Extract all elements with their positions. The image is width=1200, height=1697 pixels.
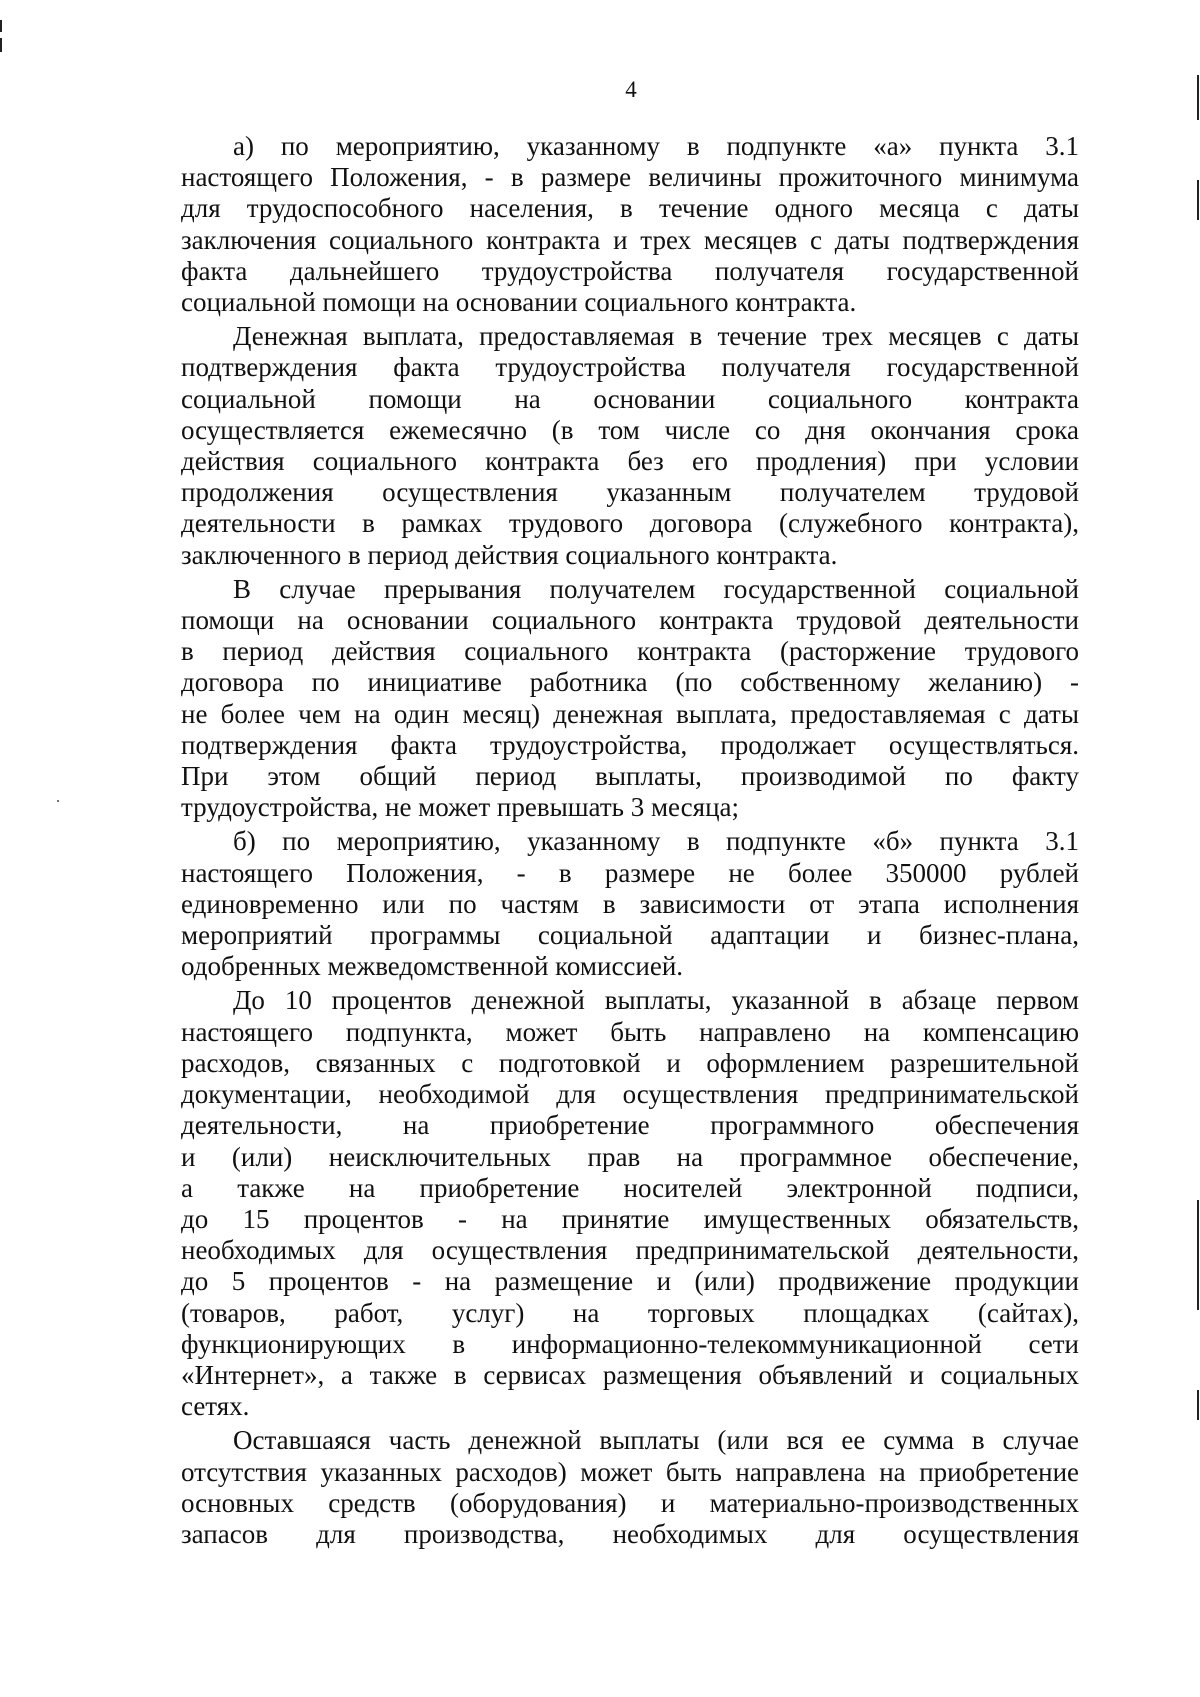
text-line: а) по мероприятию, указанному в подпункте «а» пункта 3.1 (233, 131, 1079, 161)
text-line: До 10 процентов денежной выплаты, указанной в абзаце первом (233, 985, 1079, 1016)
paragraph (181, 985, 1079, 1422)
text-line: настоящего Положения, - в размере не более 350000 рублей (181, 857, 1079, 888)
text-line: сетях. (181, 1391, 250, 1422)
paragraph (181, 826, 1079, 982)
text-line: (товаров, работ, услуг) на торговых площадках (сайтах), (181, 1297, 1079, 1328)
text-line: основных средств (оборудования) и материально-производственных (181, 1487, 1079, 1518)
text-line: подтверждения факта трудоустройства, продолжает осуществляться. (181, 729, 1079, 760)
text-line: социальной помощи на основании социального контракта (181, 383, 1079, 414)
text-line: заключения социального контракта и трех месяцев с даты подтверждения (181, 224, 1079, 255)
scan-edge-mark-right-2 (1197, 180, 1199, 220)
page-number: 4 (625, 77, 637, 102)
text-line: Денежная выплата, предоставляемая в течение трех месяцев с даты (233, 321, 1079, 352)
text-line: до 15 процентов - на принятие имущественных обязательств, (181, 1203, 1079, 1234)
scan-edge-mark-right-4 (1197, 1390, 1199, 1420)
paragraph (181, 131, 1079, 318)
scan-edge-mark-left-1 (0, 20, 2, 32)
text-line: функционирующих в информационно-телекоммуникационной сети (181, 1328, 1079, 1359)
text-line: для трудоспособного населения, в течение одного месяца с даты (181, 193, 1079, 224)
text-line: б) по мероприятию, указанному в подпункте «б» пункта 3.1 (233, 826, 1079, 857)
text-line: единовременно или по частям в зависимости от этапа исполнения (181, 888, 1079, 919)
text-line: договора по инициативе работника (по собственному желанию) - (181, 667, 1079, 698)
text-line: продолжения осуществления указанным получателем трудовой (181, 477, 1079, 508)
text-line: трудоустройства, не может превышать 3 месяца; (181, 792, 740, 823)
paragraph (181, 1425, 1079, 1550)
document-body (181, 131, 1079, 1553)
text-line: отсутствия указанных расходов) может быть направлена на приобретение (181, 1456, 1079, 1487)
text-line: в период действия социального контракта (расторжение трудового (181, 636, 1079, 667)
text-line: настоящего Положения, - в размере величины прожиточного минимума (181, 162, 1079, 193)
text-line: мероприятий программы социальной адаптации и бизнес-плана, (181, 920, 1079, 951)
text-line: настоящего подпункта, может быть направлено на компенсацию (181, 1016, 1079, 1047)
text-line: заключенного в период действия социального контракта. (181, 539, 838, 570)
text-line: «Интернет», а также в сервисах размещения объявлений и социальных (181, 1359, 1079, 1390)
text-line: При этом общий период выплаты, производимой по факту (181, 761, 1079, 792)
text-line: Оставшаяся часть денежной выплаты (или вся ее сумма в случае (233, 1425, 1079, 1456)
scan-edge-mark-right-3 (1197, 1200, 1199, 1310)
text-line: документации, необходимой для осуществления предпринимательской (181, 1079, 1079, 1110)
text-line: подтверждения факта трудоустройства получателя государственной (181, 352, 1079, 383)
text-line: осуществляется ежемесячно (в том числе со дня окончания срока (181, 414, 1079, 445)
paragraph (181, 321, 1079, 571)
text-line: до 5 процентов - на размещение и (или) продвижение продукции (181, 1266, 1079, 1297)
scan-edge-mark-left-2 (0, 38, 2, 52)
text-line: социальной помощи на основании социального контракта. (181, 287, 857, 318)
text-line: расходов, связанных с подготовкой и оформлением разрешительной (181, 1047, 1079, 1078)
scan-speck (57, 800, 59, 802)
text-line: и (или) неисключительных прав на программное обеспечение, (181, 1141, 1079, 1172)
text-line: факта дальнейшего трудоустройства получателя государственной (181, 255, 1079, 286)
paragraph (181, 574, 1079, 824)
text-line: помощи на основании социального контракта трудовой деятельности (181, 605, 1079, 636)
text-line: действия социального контракта без его продления) при условии (181, 446, 1079, 477)
text-line: деятельности в рамках трудового договора (служебного контракта), (181, 508, 1079, 539)
text-line: одобренных межведомственной комиссией. (181, 951, 684, 982)
text-line: деятельности, на приобретение программного обеспечения (181, 1110, 1079, 1141)
text-line: а также на приобретение носителей электронной подписи, (181, 1172, 1079, 1203)
text-line: В случае прерывания получателем государственной социальной (233, 573, 1079, 604)
text-line: необходимых для осуществления предпринимательской деятельности, (181, 1235, 1079, 1266)
text-line: не более чем на один месяц) денежная выплата, предоставляемая с даты (181, 698, 1079, 729)
text-line: запасов для производства, необходимых для осуществления (181, 1518, 1079, 1549)
